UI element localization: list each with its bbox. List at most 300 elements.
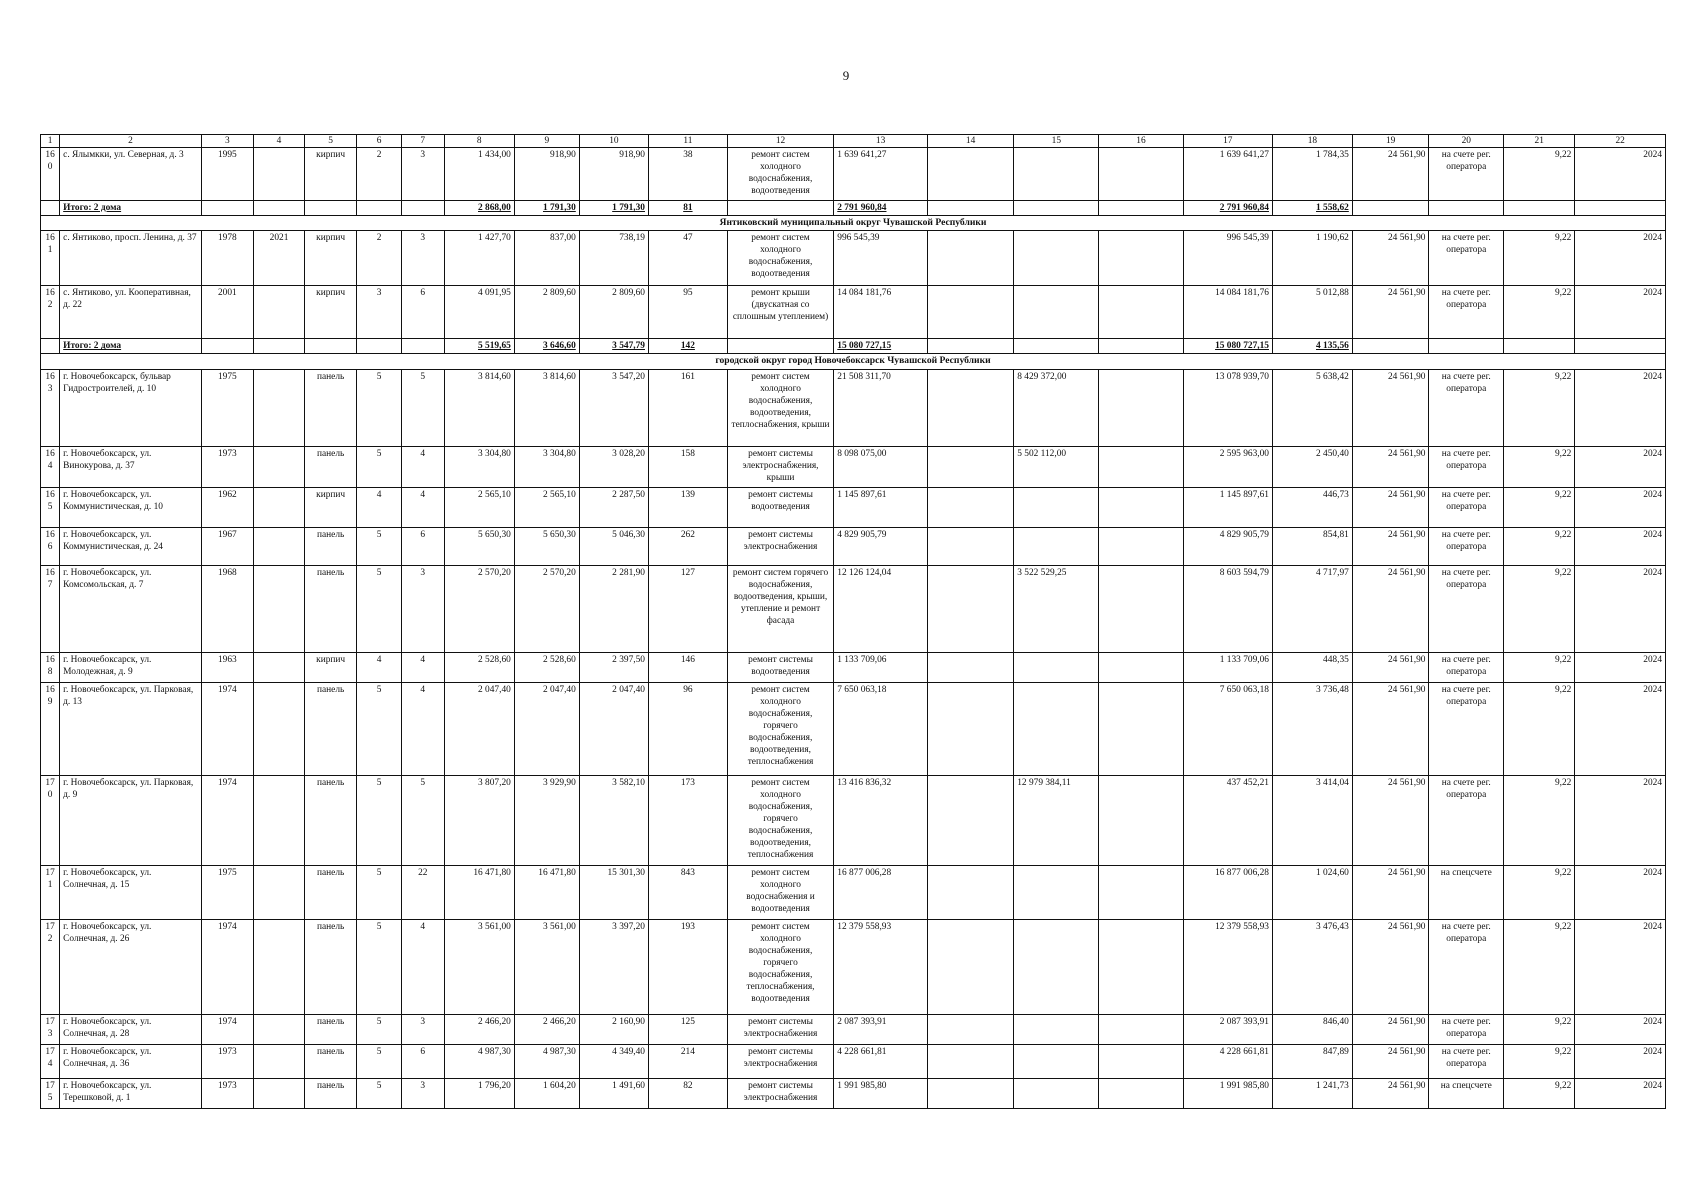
table-cell: 2 087 393,91 [1183, 1014, 1272, 1044]
table-cell: 161 [648, 369, 727, 446]
table-cell [1014, 148, 1099, 201]
table-cell [1099, 369, 1183, 446]
table-cell [357, 339, 402, 354]
table-cell: 24 561,90 [1352, 919, 1429, 1014]
table-cell: 3 929,90 [514, 775, 579, 865]
table-cell [927, 775, 1013, 865]
table-row [41, 369, 1666, 446]
table-cell: 24 561,90 [1352, 565, 1429, 652]
table-cell: 9,22 [1504, 487, 1575, 527]
table-cell: 4 717,97 [1272, 565, 1352, 652]
table-cell: Итого: 2 дома [60, 201, 202, 216]
section-heading: Янтиковский муниципальный округ Чувашской Республики [41, 216, 1666, 231]
table-cell: 8 603 594,79 [1183, 565, 1272, 652]
table-cell [1099, 1014, 1183, 1044]
table-cell: 15 080 727,15 [1183, 339, 1272, 354]
table-cell: 24 561,90 [1352, 1044, 1429, 1078]
table-cell: 1974 [201, 682, 253, 775]
table-cell: 9,22 [1504, 1078, 1575, 1108]
table-cell: 82 [648, 1078, 727, 1108]
table-cell: 5 [357, 919, 402, 1014]
table-cell: 1 991 985,80 [834, 1078, 928, 1108]
table-cell [927, 286, 1013, 339]
table-cell: 2024 [1575, 446, 1666, 487]
table-cell: 837,00 [514, 231, 579, 286]
table-cell [253, 1044, 304, 1078]
table-row [41, 1078, 1666, 1108]
table-cell [1014, 527, 1099, 565]
table-cell [1099, 865, 1183, 919]
table-cell: кирпич [305, 487, 357, 527]
table-row [41, 652, 1666, 682]
column-number: 17 [1183, 135, 1272, 148]
table-cell: 21 508 311,70 [834, 369, 928, 446]
table-cell [1099, 527, 1183, 565]
table-cell: 1 133 709,06 [834, 652, 928, 682]
table-cell: 5 519,65 [444, 339, 514, 354]
table-cell [927, 652, 1013, 682]
table-cell: 2024 [1575, 682, 1666, 775]
table-cell [1099, 1044, 1183, 1078]
table-cell [1575, 201, 1666, 216]
table-cell: 1 791,30 [514, 201, 579, 216]
table-cell: 2 466,20 [444, 1014, 514, 1044]
table-cell: 16 877 006,28 [834, 865, 928, 919]
table-cell: 2 565,10 [514, 487, 579, 527]
table-cell: 163 [41, 369, 60, 446]
section-heading: городской округ город Новочебоксарск Чувашской Республики [41, 354, 1666, 369]
table-cell [253, 527, 304, 565]
table-cell: 1 434,00 [444, 148, 514, 201]
table-cell: 2 570,20 [444, 565, 514, 652]
table-cell: 4 [357, 652, 402, 682]
column-number: 21 [1504, 135, 1575, 148]
column-number: 20 [1429, 135, 1504, 148]
table-cell: 3 414,04 [1272, 775, 1352, 865]
table-cell [305, 339, 357, 354]
table-cell: 1973 [201, 1044, 253, 1078]
table-cell: 9,22 [1504, 1014, 1575, 1044]
table-row [41, 231, 1666, 286]
column-number: 13 [834, 135, 928, 148]
table-cell: 5 [357, 865, 402, 919]
table-cell: 9,22 [1504, 652, 1575, 682]
table-cell [927, 148, 1013, 201]
table-cell: на счете рег. оператора [1429, 919, 1504, 1014]
table-cell: 125 [648, 1014, 727, 1044]
table-cell: 1 145 897,61 [1183, 487, 1272, 527]
table-cell: 6 [401, 286, 444, 339]
table-cell [401, 339, 444, 354]
table-cell: 24 561,90 [1352, 148, 1429, 201]
column-number: 3 [201, 135, 253, 148]
table-cell: 1962 [201, 487, 253, 527]
table-cell: 5 [357, 369, 402, 446]
table-cell: 12 126 124,04 [834, 565, 928, 652]
table-cell: на счете рег. оператора [1429, 1044, 1504, 1078]
table-cell [41, 201, 60, 216]
table-cell: 843 [648, 865, 727, 919]
table-cell [1014, 201, 1099, 216]
column-number: 2 [60, 135, 202, 148]
table-cell: 1 791,30 [579, 201, 648, 216]
table-cell [727, 339, 833, 354]
table-cell: 5 [357, 1044, 402, 1078]
table-cell: 1995 [201, 148, 253, 201]
table-cell: ремонт систем горячего водоснабжения, водоотведения, крыши, утепление и ремонт фасада [727, 565, 833, 652]
table-cell: 4 [357, 487, 402, 527]
table-cell: на счете рег. оператора [1429, 487, 1504, 527]
table-cell [927, 1078, 1013, 1108]
section-heading-row [41, 216, 1666, 231]
table-cell: г. Новочебоксарск, ул. Парковая, д. 9 [60, 775, 202, 865]
table-cell: панель [305, 919, 357, 1014]
column-number: 7 [401, 135, 444, 148]
table-cell [1014, 682, 1099, 775]
table-cell: 24 561,90 [1352, 446, 1429, 487]
table-cell [1014, 1014, 1099, 1044]
table-cell: 2 287,50 [579, 487, 648, 527]
table-cell: 4 [401, 487, 444, 527]
table-cell: 2024 [1575, 369, 1666, 446]
table-cell: 3 646,60 [514, 339, 579, 354]
table-cell [1099, 339, 1183, 354]
table-cell: 5 046,30 [579, 527, 648, 565]
table-cell: 2 450,40 [1272, 446, 1352, 487]
table-cell: 2 528,60 [444, 652, 514, 682]
table-cell: 918,90 [514, 148, 579, 201]
capital-repair-register-table [40, 134, 1666, 1109]
table-cell: г. Новочебоксарск, ул. Молодежная, д. 9 [60, 652, 202, 682]
table-cell: 24 561,90 [1352, 865, 1429, 919]
table-cell: 170 [41, 775, 60, 865]
table-row [41, 148, 1666, 201]
table-cell: на счете рег. оператора [1429, 775, 1504, 865]
table-cell: 24 561,90 [1352, 1014, 1429, 1044]
table-cell: 1963 [201, 652, 253, 682]
column-number: 6 [357, 135, 402, 148]
column-number: 9 [514, 135, 579, 148]
table-cell: 2 397,50 [579, 652, 648, 682]
table-cell: г. Новочебоксарск, ул. Терешковой, д. 1 [60, 1078, 202, 1108]
table-cell [1352, 339, 1429, 354]
table-cell: 1 558,62 [1272, 201, 1352, 216]
table-cell: 2 047,40 [444, 682, 514, 775]
table-cell: 12 379 558,93 [1183, 919, 1272, 1014]
table-cell: 24 561,90 [1352, 231, 1429, 286]
table-cell [1099, 652, 1183, 682]
table-cell [253, 446, 304, 487]
table-cell: 996 545,39 [834, 231, 928, 286]
table-cell: 169 [41, 682, 60, 775]
table-cell: 24 561,90 [1352, 487, 1429, 527]
table-cell: 24 561,90 [1352, 775, 1429, 865]
table-cell: г. Новочебоксарск, ул. Солнечная, д. 36 [60, 1044, 202, 1078]
table-cell [1352, 201, 1429, 216]
table-cell: 1 427,70 [444, 231, 514, 286]
table-cell [253, 652, 304, 682]
table-cell: 139 [648, 487, 727, 527]
table-cell [253, 865, 304, 919]
table-cell: ремонт систем холодного водоснабжения, горячего водоснабжения, водоотведения, теплоснабжения [727, 682, 833, 775]
table-cell [253, 1014, 304, 1044]
table-cell: 3 [401, 1014, 444, 1044]
table-cell: 918,90 [579, 148, 648, 201]
table-cell: панель [305, 775, 357, 865]
table-cell: 7 650 063,18 [834, 682, 928, 775]
table-cell: 2 791 960,84 [834, 201, 928, 216]
table-cell: ремонт систем холодного водоснабжения, горячего водоснабжения, теплоснабжения, водоотведения [727, 919, 833, 1014]
table-row [41, 865, 1666, 919]
table-cell: 2001 [201, 286, 253, 339]
table-cell: 3 [401, 231, 444, 286]
table-cell: с. Ялымкки, ул. Северная, д. 3 [60, 148, 202, 201]
table-cell: 4 349,40 [579, 1044, 648, 1078]
table-row [41, 565, 1666, 652]
table-cell: ремонт систем холодного водоснабжения и водоотведения [727, 865, 833, 919]
table-cell: 1 145 897,61 [834, 487, 928, 527]
table-cell: 24 561,90 [1352, 652, 1429, 682]
table-cell: г. Новочебоксарск, ул. Винокурова, д. 37 [60, 446, 202, 487]
table-cell [1504, 201, 1575, 216]
table-cell: на счете рег. оператора [1429, 1014, 1504, 1044]
table-cell [253, 201, 304, 216]
table-cell: на счете рег. оператора [1429, 446, 1504, 487]
table-cell: 3 547,20 [579, 369, 648, 446]
table-cell [305, 201, 357, 216]
table-cell: 24 561,90 [1352, 682, 1429, 775]
table-cell [1099, 1078, 1183, 1108]
column-number: 22 [1575, 135, 1666, 148]
table-cell: 2 047,40 [579, 682, 648, 775]
table-cell: 4 987,30 [514, 1044, 579, 1078]
table-cell [1099, 487, 1183, 527]
table-cell: 3 [401, 565, 444, 652]
table-cell [253, 565, 304, 652]
table-cell: 9,22 [1504, 286, 1575, 339]
table-cell: 2024 [1575, 487, 1666, 527]
table-cell [253, 148, 304, 201]
table-cell: на счете рег. оператора [1429, 369, 1504, 446]
table-cell: 214 [648, 1044, 727, 1078]
table-cell: 4 829 905,79 [1183, 527, 1272, 565]
table-cell: 146 [648, 652, 727, 682]
table-cell [927, 339, 1013, 354]
table-cell: ремонт системы электроснабжения, крыши [727, 446, 833, 487]
table-cell [1099, 286, 1183, 339]
table-cell: 3 736,48 [1272, 682, 1352, 775]
table-cell: 12 979 384,11 [1014, 775, 1099, 865]
column-number: 18 [1272, 135, 1352, 148]
table-cell [1099, 775, 1183, 865]
column-number: 11 [648, 135, 727, 148]
table-cell: 14 084 181,76 [1183, 286, 1272, 339]
table-cell: 2 466,20 [514, 1014, 579, 1044]
table-cell [401, 201, 444, 216]
table-cell: 3 807,20 [444, 775, 514, 865]
table-cell: 9,22 [1504, 369, 1575, 446]
table-cell: 2 565,10 [444, 487, 514, 527]
table-cell: 4 [401, 652, 444, 682]
table-cell: 3 028,20 [579, 446, 648, 487]
table-cell: 22 [401, 865, 444, 919]
table-cell: 8 098 075,00 [834, 446, 928, 487]
page-number: 9 [842, 68, 850, 83]
table-cell: 1973 [201, 1078, 253, 1108]
table-cell [927, 1014, 1013, 1044]
table-cell [1099, 231, 1183, 286]
table-cell: 1974 [201, 1014, 253, 1044]
table-cell: 172 [41, 919, 60, 1014]
table-cell: панель [305, 682, 357, 775]
table-cell: 167 [41, 565, 60, 652]
table-cell: 15 301,30 [579, 865, 648, 919]
table-cell: 1975 [201, 369, 253, 446]
table-cell: г. Новочебоксарск, бульвар Гидростроителей, д. 10 [60, 369, 202, 446]
table-cell: 38 [648, 148, 727, 201]
table-cell [1099, 148, 1183, 201]
table-cell: 9,22 [1504, 865, 1575, 919]
table-cell: 5 [357, 527, 402, 565]
table-cell: 446,73 [1272, 487, 1352, 527]
table-cell: 3 [401, 1078, 444, 1108]
table-cell: 1978 [201, 231, 253, 286]
table-cell: Итого: 2 дома [60, 339, 202, 354]
table-cell: 13 416 836,32 [834, 775, 928, 865]
table-cell: 175 [41, 1078, 60, 1108]
table-cell: ремонт системы электроснабжения [727, 1078, 833, 1108]
table-cell: 2024 [1575, 565, 1666, 652]
table-cell: 2 868,00 [444, 201, 514, 216]
table-cell: 173 [648, 775, 727, 865]
table-cell: 2 [357, 231, 402, 286]
table-cell [927, 446, 1013, 487]
table-cell: 2 528,60 [514, 652, 579, 682]
table-cell: 15 080 727,15 [834, 339, 928, 354]
table-cell: 2 595 963,00 [1183, 446, 1272, 487]
table-cell: 3 522 529,25 [1014, 565, 1099, 652]
table-cell: кирпич [305, 148, 357, 201]
table-cell: 448,35 [1272, 652, 1352, 682]
table-cell: 1974 [201, 919, 253, 1014]
table-cell: 2 809,60 [579, 286, 648, 339]
table-cell: 12 379 558,93 [834, 919, 928, 1014]
table-cell: 9,22 [1504, 148, 1575, 201]
table-cell: 9,22 [1504, 231, 1575, 286]
table-cell: 127 [648, 565, 727, 652]
table-cell: 9,22 [1504, 1044, 1575, 1078]
table-cell: 3 814,60 [444, 369, 514, 446]
table-cell [1014, 487, 1099, 527]
table-cell: 2024 [1575, 286, 1666, 339]
table-cell: с. Янтиково, просп. Ленина, д. 37 [60, 231, 202, 286]
table-cell: кирпич [305, 286, 357, 339]
table-cell [357, 201, 402, 216]
table-cell [1099, 682, 1183, 775]
table-cell: ремонт систем холодного водоснабжения, водоотведения [727, 148, 833, 201]
table-cell: 3 582,10 [579, 775, 648, 865]
table-cell [201, 339, 253, 354]
table-cell: 847,89 [1272, 1044, 1352, 1078]
table-cell: 5 [357, 446, 402, 487]
table-cell: 1975 [201, 865, 253, 919]
table-row [41, 446, 1666, 487]
table-cell: 1 796,20 [444, 1078, 514, 1108]
table-cell: 16 471,80 [444, 865, 514, 919]
table-cell: 5 [401, 775, 444, 865]
table-cell: 3 [357, 286, 402, 339]
table-cell: 24 561,90 [1352, 527, 1429, 565]
table-cell: 9,22 [1504, 919, 1575, 1014]
table-cell: 2 570,20 [514, 565, 579, 652]
table-row [41, 286, 1666, 339]
table-cell: на счете рег. оператора [1429, 231, 1504, 286]
table-cell: 166 [41, 527, 60, 565]
table-cell: 24 561,90 [1352, 1078, 1429, 1108]
table-cell: 160 [41, 148, 60, 201]
table-cell: 1 491,60 [579, 1078, 648, 1108]
table-cell: 1 604,20 [514, 1078, 579, 1108]
table-cell: на спецсчете [1429, 865, 1504, 919]
table-cell: 4 829 905,79 [834, 527, 928, 565]
table-cell [253, 369, 304, 446]
table-cell: 4 [401, 682, 444, 775]
table-cell [927, 865, 1013, 919]
table-cell: 3 397,20 [579, 919, 648, 1014]
table-cell: 2 047,40 [514, 682, 579, 775]
table-cell [1014, 1078, 1099, 1108]
table-cell: 854,81 [1272, 527, 1352, 565]
column-number: 15 [1014, 135, 1099, 148]
table-cell: 3 814,60 [514, 369, 579, 446]
table-cell [927, 231, 1013, 286]
table-cell: 173 [41, 1014, 60, 1044]
table-cell: 3 547,79 [579, 339, 648, 354]
table-cell: 4 987,30 [444, 1044, 514, 1078]
table-cell: кирпич [305, 231, 357, 286]
table-cell: 7 650 063,18 [1183, 682, 1272, 775]
table-cell: 14 084 181,76 [834, 286, 928, 339]
column-number: 5 [305, 135, 357, 148]
table-cell: 1 241,73 [1272, 1078, 1352, 1108]
table-cell: г. Новочебоксарск, ул. Солнечная, д. 15 [60, 865, 202, 919]
table-cell [927, 369, 1013, 446]
table-cell: 5 650,30 [514, 527, 579, 565]
table-cell: 2024 [1575, 148, 1666, 201]
table-cell: на счете рег. оператора [1429, 652, 1504, 682]
table-cell [1099, 565, 1183, 652]
table-cell: ремонт системы электроснабжения [727, 1014, 833, 1044]
table-cell [727, 201, 833, 216]
table-cell [253, 487, 304, 527]
table-cell: панель [305, 865, 357, 919]
table-cell: 5 [357, 775, 402, 865]
table-cell: 24 561,90 [1352, 369, 1429, 446]
section-heading-row [41, 354, 1666, 369]
table-cell: 6 [401, 1044, 444, 1078]
table-cell: 142 [648, 339, 727, 354]
table-cell [253, 682, 304, 775]
table-cell: г. Новочебоксарск, ул. Парковая, д. 13 [60, 682, 202, 775]
table-cell: 2024 [1575, 865, 1666, 919]
table-row [41, 527, 1666, 565]
table-cell: 1973 [201, 446, 253, 487]
table-cell: 1 639 641,27 [834, 148, 928, 201]
table-cell: 2 160,90 [579, 1014, 648, 1044]
table-cell: 2024 [1575, 527, 1666, 565]
column-number: 16 [1099, 135, 1183, 148]
table-cell: 3 304,80 [444, 446, 514, 487]
